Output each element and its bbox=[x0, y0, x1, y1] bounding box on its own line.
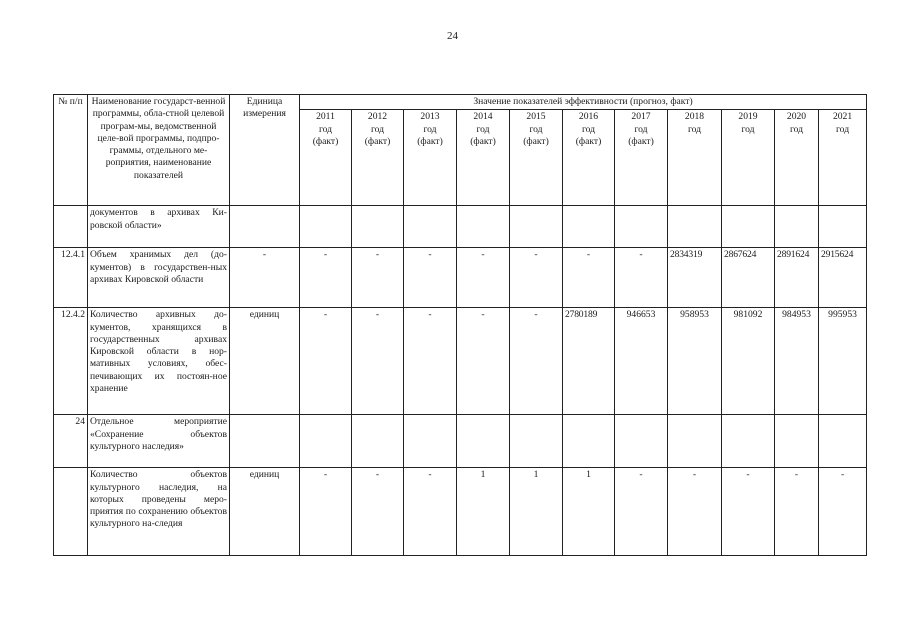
row-value-2021: 2915624 bbox=[819, 248, 867, 308]
header-year-label: год bbox=[835, 123, 850, 135]
header-year-note: (факт) bbox=[523, 135, 549, 147]
row-value-2017 bbox=[615, 415, 668, 468]
row-value-2018: 2834319 bbox=[668, 248, 722, 308]
row-value-2019: 981092 bbox=[722, 308, 775, 415]
row-value-2011: - bbox=[300, 308, 352, 415]
row-name: документов в архивах Ки-ровской области» bbox=[88, 206, 230, 248]
header-year-year: 2015 bbox=[526, 111, 546, 123]
header-year-label: год bbox=[581, 123, 596, 135]
header-year-year: 2017 bbox=[631, 111, 651, 123]
row-value-2015: - bbox=[510, 308, 563, 415]
header-year-note: (факт) bbox=[470, 135, 496, 147]
header-year-note: (факт) bbox=[575, 135, 602, 147]
row-number bbox=[54, 206, 88, 248]
header-year-2018 bbox=[668, 110, 722, 206]
header-year-label: год bbox=[789, 123, 804, 135]
header-year-note: (факт) bbox=[628, 135, 654, 147]
header-values: Значение показателей эффективности (прогноз, факт) bbox=[300, 95, 867, 110]
header-year-2012 bbox=[352, 110, 404, 206]
header-year-label: год bbox=[687, 123, 702, 135]
row-value-2019 bbox=[722, 206, 775, 248]
row-value-2016 bbox=[563, 206, 615, 248]
header-year-2021 bbox=[819, 110, 867, 206]
table-row bbox=[54, 206, 867, 248]
row-name: Количество архивных до-кументов, хранящихся в государственных архивах Кировской области в нор-мативных условиях, обес-печивающих их постоян-ное хранение bbox=[88, 308, 230, 415]
row-value-2016: 2780189 bbox=[563, 308, 615, 415]
row-value-2012: - bbox=[352, 308, 404, 415]
row-value-2018: 958953 bbox=[668, 308, 722, 415]
header-year-year: 2018 bbox=[684, 111, 705, 123]
row-value-2017: - bbox=[615, 248, 668, 308]
page-number: 24 bbox=[447, 30, 458, 42]
row-value-2014: - bbox=[457, 248, 510, 308]
row-unit bbox=[230, 206, 300, 248]
header-year-year: 2011 bbox=[316, 111, 335, 123]
header-year-2017 bbox=[615, 110, 668, 206]
header-year-2020 bbox=[775, 110, 819, 206]
row-value-2016: 1 bbox=[563, 468, 615, 556]
row-name: Отдельное мероприятие «Сохранение объектов культурного наследия» bbox=[88, 415, 230, 468]
row-value-2017: - bbox=[615, 468, 668, 556]
header-year-label: год bbox=[529, 123, 543, 135]
header-year-year: 2012 bbox=[367, 111, 388, 123]
row-value-2021: - bbox=[819, 468, 867, 556]
header-year-label: год bbox=[318, 123, 333, 135]
row-value-2014: 1 bbox=[457, 468, 510, 556]
table-row bbox=[54, 415, 867, 468]
header-year-year: 2013 bbox=[420, 111, 440, 123]
header-year-2019 bbox=[722, 110, 775, 206]
header-year-note: (факт) bbox=[364, 135, 391, 147]
row-value-2019: - bbox=[722, 468, 775, 556]
row-number: 12.4.1 bbox=[54, 248, 88, 308]
row-value-2014 bbox=[457, 206, 510, 248]
row-value-2015 bbox=[510, 206, 563, 248]
header-year-year: 2020 bbox=[786, 111, 807, 123]
row-value-2012 bbox=[352, 415, 404, 468]
row-value-2013: - bbox=[404, 308, 457, 415]
table-row bbox=[54, 468, 867, 556]
row-value-2011: - bbox=[300, 468, 352, 556]
row-value-2011 bbox=[300, 206, 352, 248]
row-value-2013: - bbox=[404, 248, 457, 308]
header-year-year: 2021 bbox=[832, 111, 853, 123]
header-year-2014 bbox=[457, 110, 510, 206]
row-value-2015: - bbox=[510, 248, 563, 308]
row-value-2015: 1 bbox=[510, 468, 563, 556]
table-row bbox=[54, 248, 867, 308]
row-value-2020: 984953 bbox=[775, 308, 819, 415]
row-number: 12.4.2 bbox=[54, 308, 88, 415]
table-row bbox=[54, 308, 867, 415]
row-value-2012: - bbox=[352, 248, 404, 308]
row-value-2014 bbox=[457, 415, 510, 468]
header-year-label: год bbox=[423, 123, 437, 135]
header-year-year: 2019 bbox=[738, 111, 758, 123]
row-value-2013 bbox=[404, 206, 457, 248]
row-value-2013 bbox=[404, 415, 457, 468]
row-value-2020: - bbox=[775, 468, 819, 556]
row-number: 24 bbox=[54, 415, 88, 468]
row-value-2020 bbox=[775, 206, 819, 248]
row-value-2014: - bbox=[457, 308, 510, 415]
header-year-2013 bbox=[404, 110, 457, 206]
row-value-2019: 2867624 bbox=[722, 248, 775, 308]
row-value-2020 bbox=[775, 415, 819, 468]
row-unit: единиц bbox=[230, 468, 300, 556]
header-name: Наименование государст-венной программы, обла-стной целевой програм-мы, ведомственной целе-вой программы, подпро-граммы, отдельного ме-роприятия, наименование показателей bbox=[88, 95, 230, 206]
row-value-2021 bbox=[819, 415, 867, 468]
row-value-2016: - bbox=[563, 248, 615, 308]
header-num: № п/п bbox=[54, 95, 88, 206]
header-year-label: год bbox=[741, 123, 755, 135]
header-year-note: (факт) bbox=[417, 135, 443, 147]
header-year-label: год bbox=[370, 123, 385, 135]
row-value-2018 bbox=[668, 206, 722, 248]
header-year-2011 bbox=[300, 110, 352, 206]
row-value-2012 bbox=[352, 206, 404, 248]
header-year-note: (факт) bbox=[312, 135, 339, 147]
row-name: Количество объектов культурного наследия, на которых проведены меро-приятия по сохранению объектов культурного на-следия bbox=[88, 468, 230, 556]
row-value-2021: 995953 bbox=[819, 308, 867, 415]
row-value-2011: - bbox=[300, 248, 352, 308]
row-value-2011 bbox=[300, 415, 352, 468]
row-value-2018: - bbox=[668, 468, 722, 556]
header-year-label: год bbox=[634, 123, 648, 135]
row-value-2012: - bbox=[352, 468, 404, 556]
row-value-2021 bbox=[819, 206, 867, 248]
row-value-2017: 946653 bbox=[615, 308, 668, 415]
indicators-table bbox=[53, 94, 867, 556]
header-year-2015 bbox=[510, 110, 563, 206]
row-name: Объем хранимых дел (до-кументов) в государствен-ных архивах Кировской области bbox=[88, 248, 230, 308]
row-value-2015 bbox=[510, 415, 563, 468]
row-unit bbox=[230, 415, 300, 468]
row-value-2016 bbox=[563, 415, 615, 468]
header-year-2016 bbox=[563, 110, 615, 206]
header-year-year: 2014 bbox=[473, 111, 493, 123]
row-value-2013: - bbox=[404, 468, 457, 556]
row-value-2018 bbox=[668, 415, 722, 468]
row-number bbox=[54, 468, 88, 556]
row-value-2017 bbox=[615, 206, 668, 248]
header-unit: Единица измерения bbox=[230, 95, 300, 206]
row-value-2020: 2891624 bbox=[775, 248, 819, 308]
header-year-label: год bbox=[476, 123, 490, 135]
row-value-2019 bbox=[722, 415, 775, 468]
header-year-year: 2016 bbox=[578, 111, 599, 123]
row-unit: единиц bbox=[230, 308, 300, 415]
row-unit: - bbox=[230, 248, 300, 308]
